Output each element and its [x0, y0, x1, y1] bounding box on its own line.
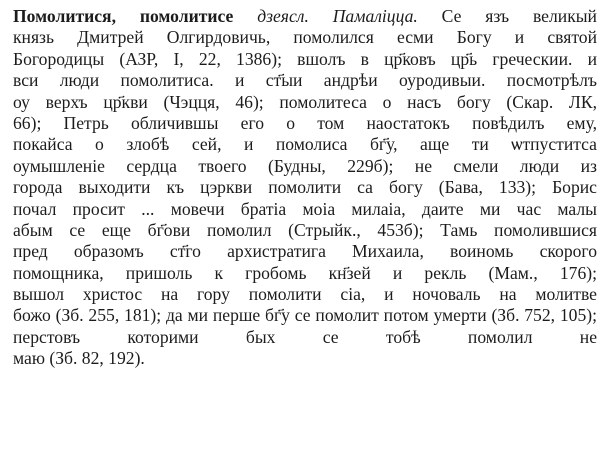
entry-line: вси люди помолитиса. и ст҃ыи андрѣи оуродивыи. посмотрѣлъ: [13, 70, 597, 91]
entry-line: маю (Зб. 82, 192).: [13, 348, 145, 369]
dictionary-entry: [13, 6, 597, 370]
entry-line: почал просит ... мовечи братіа моіа милаіа, даите ми час малы: [13, 198, 597, 219]
entry-line: города выходити къ цэркви помолити са богу (Бава, 133); Борис: [13, 177, 597, 198]
first-line-rest: Се язъ великый: [441, 6, 597, 26]
entry-line: вышол христос на гору помолити сіа, и ночоваль на молитве: [13, 284, 597, 305]
entry-line: абым се еще бг҃ови помолил (Стрыйк., 453б); Тамь помолившися: [13, 219, 597, 240]
entry-line: покайса о злобѣ сей, и помолиса бг҃у, аще ти ѡтпуститса: [13, 134, 597, 155]
entry-line: пред образомъ ст҃го архистратига Михаила, воиномь скорого: [13, 241, 597, 262]
entry-line: 66); Петрь обличившы его о том наостатокъ повѣдилъ ему,: [13, 112, 597, 133]
entry-line: Богородицы (АЗР, I, 22, 1386); вшолъ в цр҃ковъ цр҃ь греческии. и: [13, 48, 597, 69]
entry-line: оу верхъ цр҃кви (Чэцця, 46); помолитеса о насъ богу (Скар. ЛК,: [13, 91, 597, 112]
entry-line: оумышленіе сердца твоего (Будны, 229б); не смели люди из: [13, 155, 597, 176]
gloss: дзеясл. Памаліцца.: [257, 6, 418, 26]
entry-first-line: [13, 6, 597, 27]
entry-line: божо (Зб. 255, 181); да ми перше бг҃у се помолит потом умерти (Зб. 752, 105); перстовъ которими бых се тобѣ помолил не: [13, 305, 597, 347]
entry-line: помощника, пришоль к гробомь кн҃зей и рекль (Мам., 176);: [13, 262, 597, 283]
headword: Помолитися, помолитисе: [13, 6, 234, 26]
entry-line: князь Дмитрей Олгирдовичь, помолился есми Богу и святой: [13, 27, 597, 48]
